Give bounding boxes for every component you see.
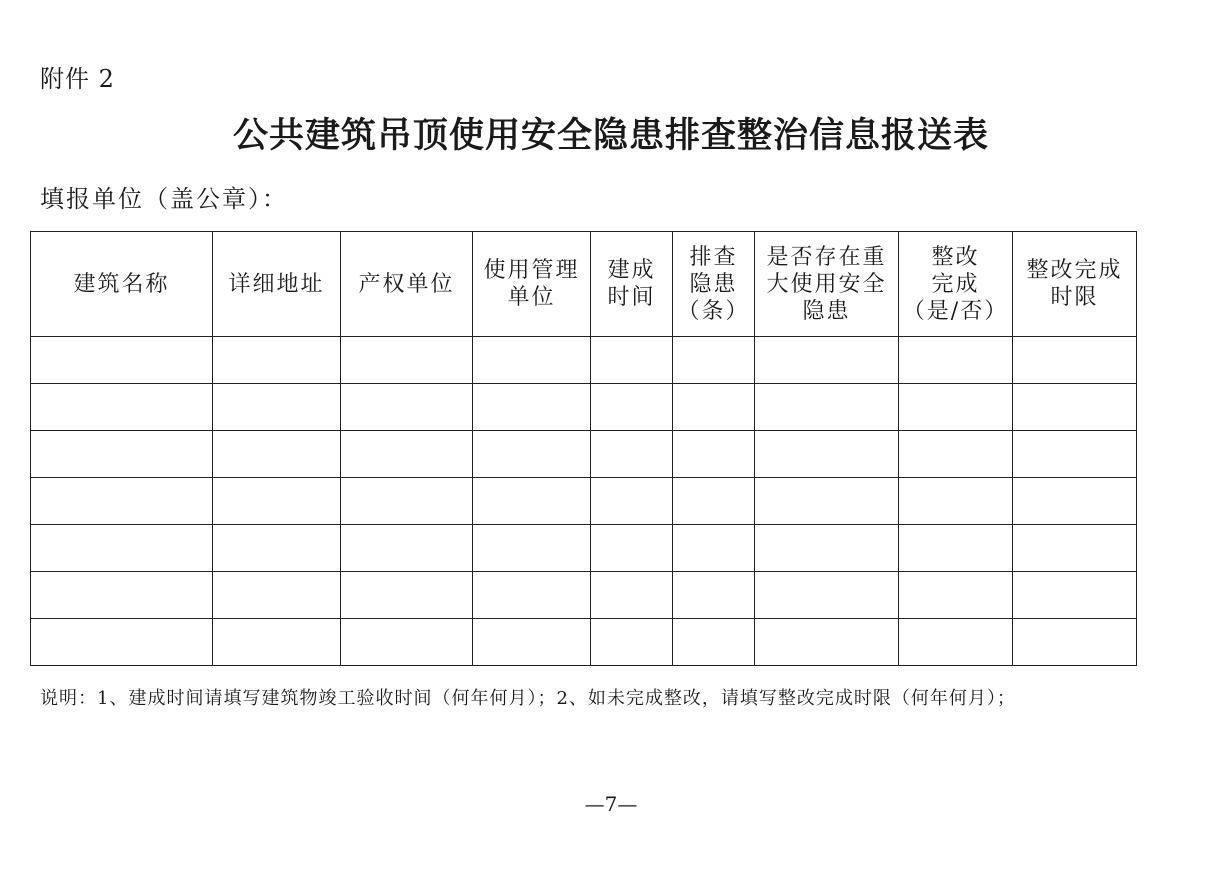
- table-cell[interactable]: [213, 337, 341, 384]
- table-cell[interactable]: [341, 337, 473, 384]
- table-cell[interactable]: [899, 431, 1013, 478]
- table-cell[interactable]: [213, 572, 341, 619]
- table-cell[interactable]: [591, 619, 673, 666]
- instructions-note: 说明：1、建成时间请填写建筑物竣工验收时间（何年何月）；2、如未完成整改，请填写整改完成时限（何年何月）；: [40, 688, 1016, 709]
- table-cell[interactable]: [755, 572, 899, 619]
- table-row: [31, 384, 1137, 431]
- header-property-owner: 产权单位: [341, 232, 473, 337]
- table-cell[interactable]: [473, 431, 591, 478]
- table-cell[interactable]: [755, 478, 899, 525]
- table-cell[interactable]: [341, 431, 473, 478]
- table-cell[interactable]: [755, 619, 899, 666]
- table-cell[interactable]: [1013, 619, 1137, 666]
- header-completion-time: 建成 时间: [591, 232, 673, 337]
- table-row: [31, 525, 1137, 572]
- header-detailed-address: 详细地址: [213, 232, 341, 337]
- table-cell[interactable]: [1013, 384, 1137, 431]
- header-management-unit: 使用管理 单位: [473, 232, 591, 337]
- table-cell[interactable]: [673, 525, 755, 572]
- table-cell[interactable]: [473, 384, 591, 431]
- table-cell[interactable]: [473, 525, 591, 572]
- table-row: [31, 572, 1137, 619]
- table-cell[interactable]: [673, 478, 755, 525]
- table-cell[interactable]: [341, 572, 473, 619]
- table-cell[interactable]: [31, 431, 213, 478]
- table-cell[interactable]: [1013, 337, 1137, 384]
- table-cell[interactable]: [1013, 478, 1137, 525]
- table-cell[interactable]: [755, 525, 899, 572]
- table-cell[interactable]: [755, 337, 899, 384]
- table-cell[interactable]: [591, 384, 673, 431]
- table-cell[interactable]: [591, 525, 673, 572]
- header-major-hazard: 是否存在重 大使用安全 隐患: [755, 232, 899, 337]
- table-cell[interactable]: [673, 619, 755, 666]
- header-building-name: 建筑名称: [31, 232, 213, 337]
- table-cell[interactable]: [341, 619, 473, 666]
- table-cell[interactable]: [673, 384, 755, 431]
- header-hazard-count: 排查 隐患 （条）: [673, 232, 755, 337]
- table-cell[interactable]: [1013, 431, 1137, 478]
- table-cell[interactable]: [213, 619, 341, 666]
- table-cell[interactable]: [899, 384, 1013, 431]
- table-cell[interactable]: [213, 431, 341, 478]
- table-cell[interactable]: [31, 384, 213, 431]
- table-cell[interactable]: [213, 384, 341, 431]
- table-cell[interactable]: [473, 572, 591, 619]
- table-cell[interactable]: [755, 384, 899, 431]
- table-cell[interactable]: [473, 337, 591, 384]
- table-cell[interactable]: [213, 525, 341, 572]
- table-header-row: [31, 232, 1137, 337]
- table-cell[interactable]: [899, 337, 1013, 384]
- table-row: [31, 337, 1137, 384]
- table-cell[interactable]: [591, 337, 673, 384]
- table-cell[interactable]: [673, 572, 755, 619]
- table-cell[interactable]: [473, 478, 591, 525]
- table-row: [31, 478, 1137, 525]
- table-cell[interactable]: [213, 478, 341, 525]
- table-cell[interactable]: [341, 478, 473, 525]
- table-cell[interactable]: [591, 572, 673, 619]
- table-cell[interactable]: [1013, 572, 1137, 619]
- table-cell[interactable]: [591, 478, 673, 525]
- page-number: —7—: [584, 792, 638, 816]
- table-cell[interactable]: [31, 337, 213, 384]
- table-cell[interactable]: [899, 478, 1013, 525]
- table-cell[interactable]: [341, 384, 473, 431]
- table-cell[interactable]: [1013, 525, 1137, 572]
- table-cell[interactable]: [673, 337, 755, 384]
- table-cell[interactable]: [755, 431, 899, 478]
- report-table: [30, 231, 1137, 666]
- table-row: [31, 431, 1137, 478]
- table-cell[interactable]: [473, 619, 591, 666]
- table-cell[interactable]: [341, 525, 473, 572]
- table-cell[interactable]: [31, 478, 213, 525]
- table-row: [31, 619, 1137, 666]
- table-cell[interactable]: [31, 572, 213, 619]
- table-cell[interactable]: [899, 525, 1013, 572]
- table-cell[interactable]: [673, 431, 755, 478]
- header-rectification-done: 整改 完成 （是/否）: [899, 232, 1013, 337]
- header-rectification-deadline: 整改完成 时限: [1013, 232, 1137, 337]
- table-cell[interactable]: [31, 525, 213, 572]
- reporting-unit-label: 填报单位（盖公章）：: [40, 185, 288, 213]
- table-cell[interactable]: [31, 619, 213, 666]
- table-cell[interactable]: [591, 431, 673, 478]
- page-title: 公共建筑吊顶使用安全隐患排查整治信息报送表: [232, 115, 989, 156]
- attachment-label: 附件 2: [40, 65, 115, 93]
- table-cell[interactable]: [899, 572, 1013, 619]
- table-cell[interactable]: [899, 619, 1013, 666]
